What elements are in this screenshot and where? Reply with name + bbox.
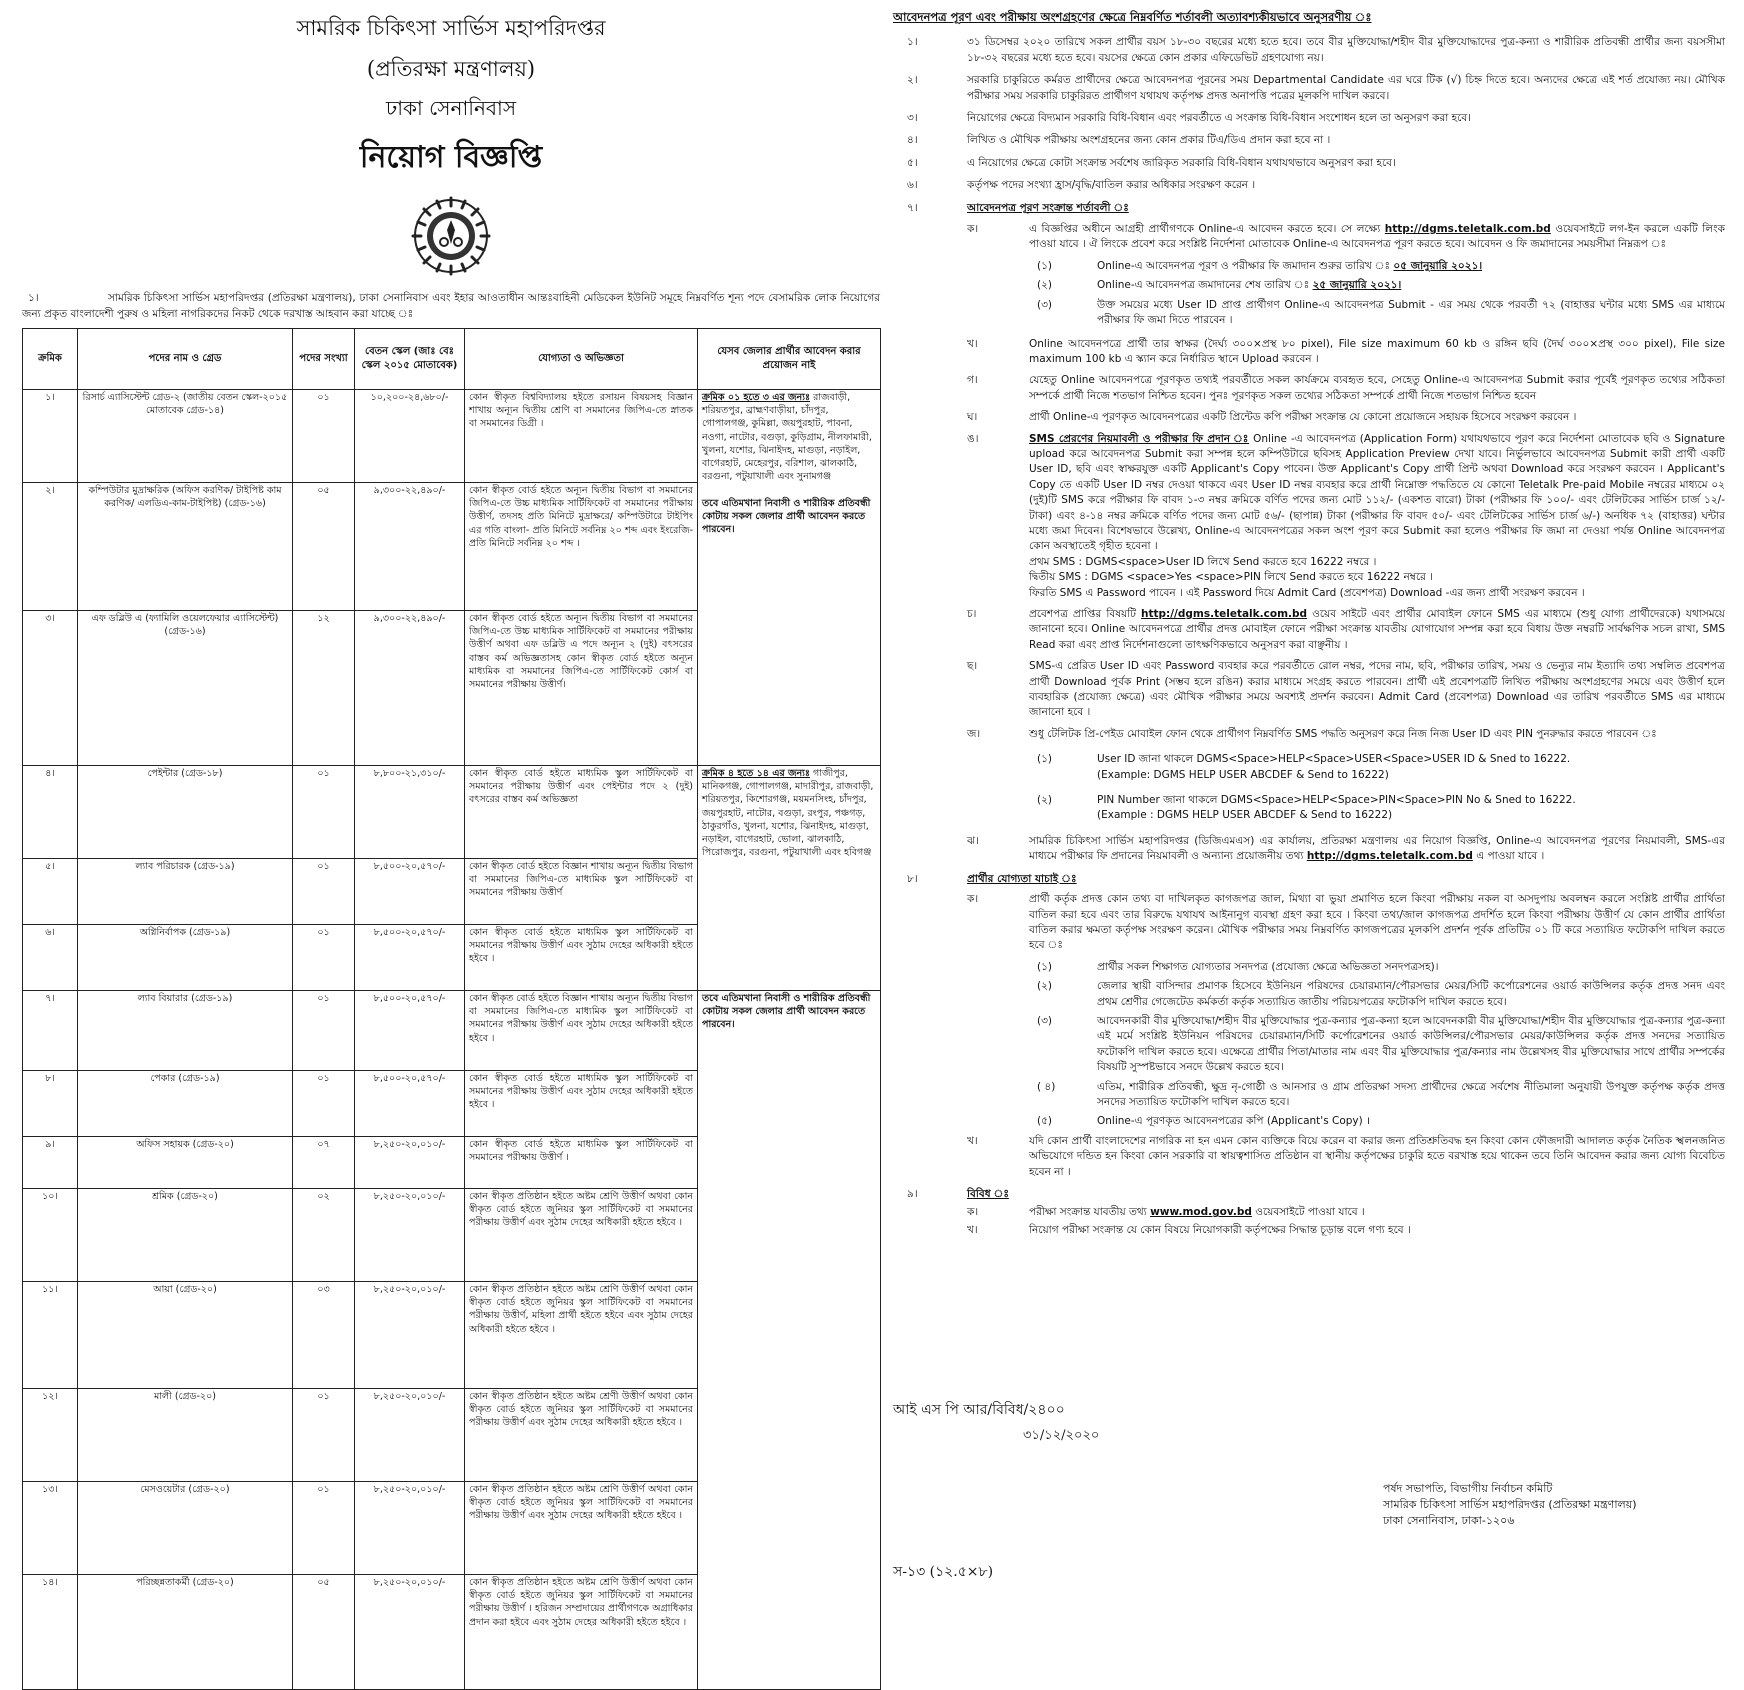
cell-sl: ১০। (23, 1189, 78, 1282)
cell-sl: ১৩। (23, 1482, 78, 1575)
cell-count: ০১ (293, 766, 355, 859)
signatory-address: ঢাকা সেনানিবাস, ঢাকা-১২০৬ (1383, 1514, 1515, 1527)
col-header-post: পদের নাম ও গ্রেড (78, 329, 293, 390)
condition-4 (893, 133, 1725, 148)
sub-number: ঘ। (967, 411, 978, 424)
cell-sl: ১১। (23, 1282, 78, 1389)
item-number: (১) (1037, 753, 1053, 766)
cell-sl: ৫। (23, 859, 78, 925)
item-text: Online-এ আবেদনপত্র জমাদানের শেষ তারিখ ঃ (1097, 279, 1310, 292)
sub-text: নিয়োগ পরীক্ষা সংক্রান্ত যে কোন বিষয়ে নিয়োগকারী কর্তৃপক্ষের সিদ্ধান্ত চূড়ান্ত বলে গণ্য হবে । (1029, 1223, 1411, 1236)
sub-text: শুধু টেলিটক প্রি-পেইড মোবাইল ফোন থেকে প্রার্থীগণ নিম্নবর্ণিত SMS পদ্ধতি অনুসরণ করে নিজ নিজ User ID এবং PIN পুনরুদ্ধার করতে পারবেন ঃ (1029, 727, 1657, 740)
cell-post: পরিচ্ছন্নতাকর্মী (গ্রেড-২০) (78, 1575, 293, 1690)
section-heading: প্রার্থীর যোগ্যতা যাচাই ঃ (967, 872, 1077, 885)
cell-qualification: কোন স্বীকৃত প্রতিষ্ঠান হইতে অষ্টম শ্রেণি উত্তীর্ণ অথবা কোন স্বীকৃত বোর্ড হইতে জুনিয়র স্কুল সার্টিফিকেট বা সমমানের পরীক্ষায় উত্তীর্ণ এবং সুঠাম দেহের অধিকারী হইতে হইবে । (465, 1482, 698, 1575)
section-heading: আবেদনপত্র পূরণ সংক্রান্ত শর্তাবলী ঃ (967, 201, 1129, 214)
document-item (967, 1114, 1725, 1129)
item-number: (২) (1037, 980, 1053, 993)
cell-post: পেইন্টার (গ্রেড-১৮) (78, 766, 293, 859)
sms-heading: SMS প্রেরণের নিয়মাবলী ও পরীক্ষার ফি প্রদান ঃ (1029, 432, 1250, 445)
table-row (23, 991, 881, 1071)
signature-block (1383, 1481, 1637, 1529)
sub-text: SMS-এ প্রেরিত User ID এবং Password ব্যবহার করে পরবর্তীতে রোল নম্বর, পদের নাম, ছবি, পরীক্ষার তারিখ, সময় ও ভেন্যুর নাম ইত্যাদি তথ্য সম্বলিত প্রবেশপত্র প্রার্থী Download পূর্বক Print (সম্ভব হলে রঙিন) করার মাধ্যমে সংগ্রহ করতে পারবেন। প্রার্থী এই প্রবেশপত্রটি লিখিত পরীক্ষায় অংশগ্রহণের সময়ে এবং উত্তীর্ণ হলে ব্যবহারিক (প্রযোজ্য ক্ষেত্রে) এবং মৌখিক পরীক্ষার সময়ে অবশ্যই প্রদর্শন করবেন। Admit Card (প্রবেশপত্র) Download এর তারিখ পরবর্তীতে SMS এর মাধ্যমে জানানো হবে । (1029, 660, 1725, 719)
sub-text: যেহেতু Online আবেদনপত্রে পূরণকৃত তথ্যই পরবর্তীতে সকল কার্যক্রমে ব্যবহৃত হবে, সেহেতু Online-এ আবেদনপত্র Submit করার পূর্বেই পূরণকৃত তথ্যের সঠিকতা সম্পর্কে প্রার্থী নিজে শতভাগ নিশ্চিত হবেন। পুনঃ পূরণকৃত সকল তথ্যের সঠিকতা সম্পর্কে প্রার্থী নিজে শতভাগ নিশ্চিত হবেন (1029, 374, 1725, 402)
cell-count: ০২ (293, 1189, 355, 1282)
cell-post: কম্পিউটার মুদ্রাক্ষরিক (অফিস করণিক/ টাইপিষ্ট কাম করণিক/ এলডিএ-কাম-টাইপিষ্ট) (গ্রেড-১৬) (78, 483, 293, 611)
sms-step-3: ফিরতি SMS এ Password পাবেন । এই Password দিয়ে Admit Card (প্রবেশপত্র) Download -এর জন্য প্রার্থী সংরক্ষণ করবেন । (1029, 586, 1585, 599)
cell-district-note-b (698, 991, 881, 1690)
website-link[interactable]: www.mod.gov.bd (1150, 1206, 1252, 1219)
cell-sl: ১। (23, 390, 78, 483)
condition-text: সরকারি চাকুরিতে কর্মরত প্রার্থীদের ক্ষেত্রে আবেদনপত্র পূরনের সময় Departmental Candidate এর ঘরে টিক (√) চিহ্ন দিতে হবে। অন্যদের ক্ষেত্রে এই শর্ত প্রযোজ্য নয়। মৌখিক পরীক্ষার সময় সরকারি চাকুরিরত প্রার্থীগণ যথাযথ কর্তৃপক্ষ প্রদত্ত অনাপত্তি পত্রের মূলকপি দাখিল করবে। (967, 74, 1725, 102)
section-heading: বিবিধ ঃ (967, 1188, 1009, 1200)
table-header-row (23, 329, 881, 390)
table-row (23, 766, 881, 859)
cell-scale: ৮,২৫০-২০,০১০/- (355, 1189, 465, 1282)
cell-qualification: কোন স্বীকৃত প্রতিষ্ঠান হইতে অষ্টম শ্রেণী উত্তীর্ণ অথবা কোন স্বীকৃত বোর্ড হইতে জুনিয়র স্কুল সার্টিফিকেট বা সমমানের পরীক্ষায় উত্তীর্ণ এবং সুঠাম দেহের অধিকারী হইতে হইবে । (465, 1389, 698, 1482)
document-item (967, 1014, 1725, 1076)
start-date: ০৫ জানুয়ারি ২০২১। (1393, 259, 1483, 272)
condition-2 (893, 73, 1725, 104)
cell-district-group-b (698, 766, 881, 991)
item-text: জেলার স্থায়ী বাসিন্দার প্রমাণক হিসেবে ইউনিয়ন পরিষদের চেয়ারম্যান/পৌরসভার মেয়র/সিটি কর্পোরেশনের ওয়ার্ড কাউন্সিলর কর্তৃক প্রদত্ত সনদ এবং প্রথম শ্রেণীর গেজেটেড কর্মকর্তা কর্তৃক সত্যায়িত জাতীয় পরিচয়পত্রের ফটোকপি দাখিল করতে হবে। (1097, 980, 1725, 1008)
sub-text: সামরিক চিকিৎসা সার্ভিস মহাপরিদপ্তর (ডিজিএমএস) এর কার্যালয়, প্রতিরক্ষা মন্ত্রণালয় এর নিয়োগ বিজ্ঞপ্তি, Online-এ আবেদনপত্র পূরণের নিয়মাবলী, SMS-এর মাধ্যমে পরীক্ষার ফি প্রদানের নিয়মাবলী ও অন্যান্য প্রয়োজনীয় তথ্য (1029, 834, 1725, 863)
item-text: Online-এ আবেদনপত্র পূরণ ও পরীক্ষার ফি জমাদান শুরুর তারিখ ঃ (1097, 259, 1391, 272)
signatory-title: পর্ষদ সভাপতি, বিভাগীয় নির্বাচন কমিটি (1383, 1482, 1553, 1495)
website-link[interactable]: http://dgms.teletalk.com.bd (1306, 850, 1473, 863)
condition-number: ১। (907, 36, 918, 49)
sub-ja (967, 727, 1725, 742)
cell-sl: ১৪। (23, 1575, 78, 1690)
cell-count: ০৭ (293, 1137, 355, 1189)
intro-text: সামরিক চিকিৎসা সার্ভিস মহাপরিদপ্তর (প্রতিরক্ষা মন্ত্রণালয়), ঢাকা সেনানিবাস এবং ইহার আওতাধীন আন্তঃবাহিনী মেডিকেল ইউনিট সমূহে নিম্নবর্ণিত শূন্য পদে বেসামরিক লোক নিয়োগের জন্য প্রকৃত বাংলাদেশী পুরুষ ও মহিলা নাগরিকদের নিকট থেকে দরখাস্ত আহবান করা যাচ্ছে ঃ (22, 292, 880, 320)
sub-number: ক। (967, 893, 979, 906)
sub-uo (967, 432, 1725, 601)
sub-ga (967, 373, 1725, 404)
left-column (22, 10, 880, 1628)
condition-3 (893, 111, 1725, 126)
sub-text: এ পাওয়া যাবে । (1476, 850, 1545, 863)
item-text: User ID জানা থাকলে DGMS<Space>HELP<Space>USER<Space>USER ID & Sned to 16222. (1097, 753, 1571, 766)
date-item (967, 278, 1725, 293)
item-example: (Example : DGMS HELP USER ABCDEF & Send to 16222) (1097, 809, 1393, 822)
cell-scale: ৮,৫০০-২০,৫৭০/- (355, 859, 465, 925)
sub-text: প্রার্থী Online-এ পূরণকৃত আবেদনপত্রের একটি প্রিন্টেড কপি পরীক্ষা সংক্রান্ত যে কোনো প্রয়োজনে সহায়ক হিসেবে সংরক্ষণ করবেন । (1029, 411, 1577, 424)
sub-text: প্রার্থী কর্তৃক প্রদত্ত কোন তথ্য বা দাখিলকৃত কাগজপত্র জাল, মিথ্যা বা ভুয়া প্রমাণিত হলে কিংবা পরীক্ষায় নকল বা অসদুপায় অবলম্বন করলে সংশ্লিষ্ট প্রার্থীর প্রার্থিতা বাতিল করা হবে এবং তার বিরুদ্ধে যথাযথ আইনানুগ ব্যবস্থা গ্রহণ করা হবে । কিংবা তথ্য/জাল কাগজপত্র প্রদর্শিত হলে কিংবা পরীক্ষায় উত্তীর্ণ যে কোন প্রার্থীর প্রার্থিতা বাতিল করার ক্ষমতা কর্তৃপক্ষ সংরক্ষণ করেন। মৌখিক পরীক্ষার সময় নিম্নবর্ণিত কাগজপত্রের মূলকপি প্রদর্শন পূর্বক প্রতিটির ০১ টি করে সত্যায়িত ফটোকপি দাখিল করতে হবে ঃ (1029, 893, 1725, 952)
website-link[interactable]: http://dgms.teletalk.com.bd (1140, 608, 1308, 620)
item-text: প্রার্থীর সকল শিক্ষাগত যোগ্যতার সনদপত্র (প্রযোজ্য ক্ষেত্রে অভিজ্ঞতা সনদপত্রসহ)। (1097, 960, 1439, 973)
sub-number: চ। (967, 608, 977, 620)
condition-number: ৫। (907, 156, 918, 169)
condition-8 (893, 872, 1725, 1180)
cell-count: ১২ (293, 611, 355, 766)
vacancy-table (22, 328, 881, 1690)
item-number: (২) (1037, 279, 1053, 292)
cell-post: শ্রমিক (গ্রেড-২০) (78, 1189, 293, 1282)
sub-text: ওয়েব সাইটে এবং প্রার্থীর মোবাইল ফোনে SMS এর মাধ্যমে (শুধু যোগ্য প্রার্থীদেরকে) যথাসময়ে জানানো হবে। Online আবেদনপত্রে প্রার্থীর প্রদত্ত মোবাইল ফোনে পরীক্ষা সংক্রান্ত যাবতীয় যোগাযোগ সম্পন্ন করা হবে বিধায় উক্ত নম্বরটি সার্বক্ষণিক সচল রাখা, SMS Read করা এবং প্রাপ্ত নির্দেশনাগুলো তাৎক্ষণিকভাবে অনুসরণ করা বাঞ্ছনীয় । (1029, 608, 1725, 651)
cell-count: ০৩ (293, 1282, 355, 1389)
cell-sl: ৪। (23, 766, 78, 859)
col-header-qualification: যোগ্যতা ও অভিজ্ঞতা (465, 329, 698, 390)
cell-qualification: কোন স্বীকৃত প্রতিষ্ঠান হইতে অষ্টম শ্রেণি উত্তীর্ণ অথবা কোন স্বীকৃত বোর্ড হইতে জুনিয়র স্কুল সার্টিফিকেট বা সমমানের পরীক্ষায় উত্তীর্ণ । হরিজন সম্প্রদায়ের প্রার্থীগণকে অগ্রাধিকার প্রদান করা হইবে এবং সুঠাম দেহের অধিকারী হইতে হইবে । (465, 1575, 698, 1690)
cell-scale: ৯,৩০০-২২,৪৯০/- (355, 611, 465, 766)
cell-count: ০১ (293, 991, 355, 1071)
col-header-count: পদের সংখ্যা (293, 329, 355, 390)
end-date: ২৫ জানুয়ারি ২০২১। (1312, 279, 1402, 292)
sub-text: ওয়েবসাইটে লগ-ইন করলে একটি লিংক পাওয়া যাবে । ঐ লিংকে প্রবেশ করে সংশ্লিষ্ট নির্দেশনা মোতাবেক Online-এ আবেদনপত্র পূরণ করতে হবে। আবেদন ও ফি জমাদানের সময়সীমা নিম্নরূপ ঃ (1029, 223, 1725, 251)
cell-scale: ৮,৫০০-২০,৫৭০/- (355, 991, 465, 1071)
intro-number: ১। (28, 292, 39, 304)
cell-sl: ২। (23, 483, 78, 611)
sub-text: Online -এ আবেদনপত্র (Application Form) যথাযথভাবে পূরণ করে নির্দেশনা মোতাবেক ছবি ও Signature upload করে আবেদনপত্র Submit করা সম্পন্ন হলে কম্পিউটারে ছবিসহ Application Preview দেখা যাবে। নির্ভুলভাবে আবেদনপত্র Submit কারী প্রার্থী একটি User ID, ছবি এবং স্বাক্ষরযুক্ত একটি Applicant's Copy পাবেন। উক্ত Applicant's Copy প্রার্থী প্রিন্ট অথবা Download করে সংরক্ষণ করবেন । Applicant's Copy তে একটি User ID নম্বর দেওয়া থাকবে এবং User ID নম্বর ব্যবহার করে প্রার্থী নিম্নোক্ত পদ্ধতিতে যে কোনো Teletalk Pre-paid Mobile নম্বরের মাধ্যমে ০২ (দুই)টি SMS করে পরীক্ষার ফি বাবদ ১-৩ নম্বর ক্রমিকে বর্ণিত পদের জন্য মোট ১১২/- (একশত বারো) টাকা (পরীক্ষার ফি ১০০/- এবং টেলিটকের সার্ভিস চার্জ ১২/- টাকা) এবং ৪-১৪ নম্বর ক্রমিকে বর্ণিত পদের জন্য মোট ৫৬/- (ছাপান্ন) টাকা (পরীক্ষার ফি বাবদ ৫০/- এবং টেলিটকের সার্ভিস চার্জ ৬/-) অনধিক ৭২ (বাহাত্তর) ঘন্টার মধ্যে জমা দিবেন। বিশেষভাবে উল্লেখ্য, Online-এ আবেদনপত্রের সকল অংশ পূরণ করে Submit করা হলেও পরীক্ষার ফি জমা না দেওয়া পর্যন্ত Online আবেদনপত্র কোন অবস্থাতেই গৃহীত হবেনা । (1029, 432, 1725, 553)
date-item (967, 298, 1725, 329)
cell-qualification: কোন স্বীকৃত প্রতিষ্ঠান হইতে অষ্টম শ্রেণি উত্তীর্ণ অথবা কোন স্বীকৃত বোর্ড হইতে জুনিয়র স্কুল সার্টিফিকেট বা সমমানের পরীক্ষায় উত্তীর্ণ এবং সুঠাম দেহের অধিকারী হইতে হইবে । (465, 1189, 698, 1282)
item-text: এতিম, শারীরিক প্রতিবন্ধী, ক্ষুদ্র নৃ-গোষ্ঠী ও আনসার ও গ্রাম প্রতিরক্ষা সদস্য প্রার্থীদের ক্ষেত্রে সর্বশেষ নীতিমালা অনুযায়ী উপযুক্ত কর্তৃপক্ষ কর্তৃক প্রদত্ত সনদের সত্যায়িত ফটোকপি দাখিল করতে হবে। (1097, 1080, 1725, 1108)
sub-number: খ। (967, 337, 978, 350)
sub-text: Online আবেদনপত্রে প্রার্থী তার স্বাক্ষর (দৈর্ঘ্য ৩০০×প্রস্থ ৮০ pixel), File size maximum 60 kb ও রঙ্গিন ছবি (দৈর্ঘ ৩০০×প্রস্থ ৩০০ pixel), File size maximum 100 kb এ স্ক্যান করে নির্ধারিত স্থানে Upload করবেন । (1029, 337, 1725, 365)
cell-qualification: কোন স্বীকৃত বোর্ড হইতে বিজ্ঞান শাখায় অন্যূন দ্বিতীয় বিভাগ বা সমমানের জিপিএ-তে মাধ্যমিক স্কুল সার্টিফিকেট বা সমমানের পরীক্ষায় উত্তীর্ণ এবং সুঠাম দেহের অধিকারী হইতে হইবে । (465, 991, 698, 1071)
cell-qualification: কোন স্বীকৃত বোর্ড হইতে মাধ্যমিক স্কুল সার্টিফিকেট বা সমমানের পরীক্ষায় উত্তীর্ণ এবং সুঠাম দেহের অধিকারী হইতে হইবে । (465, 1071, 698, 1137)
cell-post: ল্যাব পরিচারক (গ্রেড-১৯) (78, 859, 293, 925)
cell-post: রিসার্চ এ্যাসিস্টেন্ট গ্রেড-২ (জাতীয় বেতন স্কেল-২০১৫ মোতাবেক গ্রেড-১৪) (78, 390, 293, 483)
right-column (893, 10, 1725, 1585)
col-header-sl: ক্রমিক (23, 329, 78, 390)
condition-text: কর্তৃপক্ষ পদের সংখ্যা হ্রাস/বৃদ্ধি/বাতিল করার অধিকার সংরক্ষণ করেন । (967, 179, 1256, 192)
sub-e-ka (967, 892, 1725, 954)
district-b-note: তবে এতিমখানা নিবাসী ও শারীরিক প্রতিবন্ধী কোটায় সকল জেলার প্রার্থী আবেদন করতে পারবেন। (702, 993, 871, 1031)
item-number: (৫) (1037, 1115, 1053, 1128)
cell-post: এফ ডব্লিউ এ (ফ্যামিলি ওয়েলফেয়ার এ্যাসিস্টেন্ট) (গ্রেড-১৬) (78, 611, 293, 766)
intro-paragraph (22, 290, 880, 322)
condition-number: ২। (907, 74, 918, 87)
item-number: (১) (1037, 259, 1053, 272)
condition-number: ৭। (907, 201, 918, 214)
sub-text: যদি কোন প্রার্থী বাংলাদেশের নাগরিক না হন এমন কোন ব্যক্তিকে বিয়ে করেন বা করার জন্য প্রতিশ্রুতিবদ্ধ হন কিংবা কোন ফৌজদারী আদালত কর্তৃক নৈতিক স্খলনজনিত অভিযোগে দন্ডিত হন কিংবা কোন সরকারি বা স্বায়ত্বশাসিত প্রতিষ্ঠান বা স্থানীয় কর্তৃপক্ষের চাকুরি হতে বরখাস্ত হয়ে থাকেন তবে তিনি আবেদন করার জন্য যোগ্য বিবেচিত হবেন না । (1029, 1134, 1725, 1178)
website-link[interactable]: http://dgms.teletalk.com.bd (1384, 223, 1551, 236)
sub-kha (967, 337, 1725, 368)
sub-number: ঙ। (967, 432, 979, 445)
cell-count: ০১ (293, 390, 355, 483)
cell-sl: ৮। (23, 1071, 78, 1137)
item-number: (১) (1037, 960, 1053, 973)
sub-number: ক। (967, 223, 979, 236)
condition-text: এ নিয়োগের ক্ষেত্রে কোটা সংক্রান্ত সর্বশেষ জারিকৃত সরকারি বিধি-বিধান যথাযথভাবে অনুসরণ করা হবে। (967, 156, 1396, 169)
signatory-office: সামরিক চিকিৎসা সার্ভিস মহাপরিদপ্তর (প্রতিরক্ষা মন্ত্রণালয়) (1383, 1498, 1637, 1511)
cell-qualification: কোন স্বীকৃত বোর্ড হইতে মাধ্যমিক স্কুল সার্টিফিকেট বা সমমানের পরীক্ষায় উত্তীর্ণ । (465, 1137, 698, 1189)
cell-sl: ৯। (23, 1137, 78, 1189)
cell-qualification: কোন স্বীকৃত বিশ্ববিদ্যালয় হইতে রসায়ন বিষয়সহ বিজ্ঞান শাখায় অন্যূন দ্বিতীয় শ্রেণি বা সমমানের জিপিএ-তে স্নাতক বা সমমানের ডিগ্রী । (465, 390, 698, 483)
cell-scale: ৮,২৫০-২০,০১০/- (355, 1282, 465, 1389)
sub-number: খ। (967, 1223, 978, 1236)
cell-count: ০১ (293, 1482, 355, 1575)
cell-post: ল্যাব বিয়ারার (গ্রেড-১৯) (78, 991, 293, 1071)
sub-number: গ। (967, 374, 978, 387)
item-example: (Example: DGMS HELP USER ABCDEF & Send to 16222) (1097, 768, 1389, 781)
sub-number: ঝ। (967, 834, 979, 847)
district-b-title: ক্রমিক ৪ হতে ১৪ এর জন্যঃ (702, 768, 810, 779)
item-number: ( ৪) (1037, 1080, 1056, 1093)
item-text: উক্ত সময়ের মধ্যে User ID প্রাপ্ত প্রার্থীগণ Online-এ আবেদনপত্র Submit - এর সময় থেকে পরবর্তী ৭২ (বাহাত্তর ঘন্টার মধ্যে SMS এর মাধ্যমে পরীক্ষার ফি জমা দিতে পারবেন । (1097, 298, 1725, 327)
page-title: নিয়োগ বিজ্ঞপ্তি (359, 140, 543, 175)
sub-text: প্রবেশপত্র প্রাপ্তির বিষয়টি (1029, 608, 1136, 620)
org-name: সামরিক চিকিৎসা সার্ভিস মহাপরিদপ্তর (296, 16, 606, 40)
cell-count: ০৫ (293, 1575, 355, 1690)
cell-scale: ৮,২৫০-২০,০১০/- (355, 1389, 465, 1482)
condition-text: ৩১ ডিসেম্বর ২০২০ তারিখে সকল প্রার্থীর বয়স ১৮-৩০ বছরের মধ্যে হতে হবে। তবে বীর মুক্তিযোদ্ধা/শহীদ বীর মুক্তিযোদ্ধাদের পুত্র-কন্যা ও শারীরিক প্রতিবন্ধী প্রার্থীর জন্য বয়সসীমা ১৮-৩২ বছরের মধ্যে হতে হবে। বয়সের ক্ষেত্রে কোন প্রকার এফিডেভিট গ্রহণযোগ্য নয়। (967, 36, 1725, 64)
cell-count: ০১ (293, 1071, 355, 1137)
date-item (967, 259, 1725, 274)
sub-text: পরীক্ষা সংক্রান্ত যাবতীয় তথ্য (1029, 1206, 1147, 1219)
sub-number: খ। (967, 1134, 978, 1147)
condition-number: ৮। (907, 872, 918, 885)
cell-post: মালী (গ্রেড-২০) (78, 1389, 293, 1482)
reference-number: আই এস পি আর/বিবিধ/২৪০০ (893, 1402, 1065, 1418)
district-a-title: ক্রমিক ০১ হতে ৩ এর জন্যঃ (702, 392, 811, 403)
cell-scale: ৮,২৫০-২০,০১০/- (355, 1137, 465, 1189)
sub-number: ক। (967, 1206, 979, 1219)
cell-count: ০১ (293, 1389, 355, 1482)
condition-number: ৪। (907, 134, 918, 147)
cell-post: অগ্নিনির্বাপক (গ্রেড-১৯) (78, 925, 293, 991)
sub-text: এ বিজ্ঞপ্তির অধীনে আগ্রহী প্রার্থীগণকে Online-এ আবেদন করতে হবে। সে লক্ষ্যে (1029, 223, 1381, 236)
cell-sl: ১২। (23, 1389, 78, 1482)
condition-1 (893, 35, 1725, 66)
col-header-scale: বেতন স্কেল (জাঃ বেঃ স্কেল ২০১৫ মোতাবেক) (355, 329, 465, 390)
ministry-name: (প্রতিরক্ষা মন্ত্রণালয়) (366, 57, 536, 81)
district-b-list: গাজীপুর, মানিকগঞ্জ, গোপালগঞ্জ, মাদারীপুর, রাজবাড়ী, শরিয়তপুর, কিশোরগঞ্জ, ময়মনসিংহ, চাঁদপুর, জয়পুরহাট, নাটোর, বগুড়া, রংপুর, পঞ্চগড়, ঠাকুরগাঁও, খুলনা, যশোর, ঝিনাইদহ, মাগুড়া, নড়াইল, বাগেরহাট, ভোলা, ঝালকাঠি, পিরোজপুর, বরগুনা, পটুয়াখালী এবং হবিগঞ্জ (702, 768, 874, 859)
cell-count: ০১ (293, 859, 355, 925)
district-a-note: তবে এতিমখানা নিবাসী ও শারীরিক প্রতিবন্ধী কোটায় সকল জেলার প্রার্থী আবেদন করতে পারবেন। (702, 497, 871, 536)
cell-post: আয়া (গ্রেড-২০) (78, 1282, 293, 1389)
col-header-district: যেসব জেলার প্রার্থীর আবেদন করার প্রয়োজন নাই (698, 329, 881, 390)
cell-scale: ৮,৮০০-২১,৩১০/- (355, 766, 465, 859)
sub-text: ওয়েবসাইটে পাওয়া যাবে । (1255, 1206, 1365, 1219)
cell-scale: ৮,২৫০-২০,০১০/- (355, 1575, 465, 1690)
cell-sl: ৭। (23, 991, 78, 1071)
sub-gha (967, 410, 1725, 425)
cell-count: ০৫ (293, 483, 355, 611)
cell-qualification: কোন স্বীকৃত বোর্ড হইতে মাধ্যমিক স্কুল সার্টিফিকেট বা সমমানের পরীক্ষায় উত্তীর্ণ এবং পেইন্টার পদে ২ (দুই) বৎসরের বাস্তব কর্ম অভিজ্ঞতা (465, 766, 698, 859)
item-number: (৩) (1037, 1014, 1053, 1027)
cell-qualification: কোন স্বীকৃত বোর্ড হইতে অন্যূন দ্বিতীয় বিভাগ বা সমমানের জিপিএ-তে উচ্চ মাধ্যমিক সার্টিফিকেট বা সমমানের পরীক্ষায় উত্তীর্ণ অথবা এফ ডব্লিউ এ পদে অন্যূন ২ (দুই) বৎসরের বাস্তব কর্ম অভিজ্ঞতাসহ কোন স্বীকৃত বোর্ড হইতে অন্যূন মাধ্যমিক বা সমমানের জিপিএ-তে সার্টিফিকেট কোর্স বা সমমানের পরীক্ষায় উত্তীর্ণ। (465, 611, 698, 766)
item-number: (২) (1037, 794, 1053, 807)
condition-number: ৩। (907, 112, 918, 125)
condition-number: ৯। (907, 1188, 918, 1200)
cell-qualification: কোন স্বীকৃত বোর্ড হইতে মাধ্যমিক স্কুল সার্টিফিকেট বা সমমানের পরীক্ষায় উত্তীর্ণ এবং সুঠাম দেহের অধিকারী হইতে হইবে । (465, 925, 698, 991)
sub-e-kha (967, 1134, 1725, 1180)
document-item (967, 979, 1725, 1010)
condition-text: লিখিত ও মৌখিক পরীক্ষায় অংশগ্রহনের জন্য কোন প্রকার টিএ/ডিএ প্রদান করা হবে না । (967, 134, 1331, 147)
print-code: স-১৩ (১২.৫×৮) (893, 1564, 994, 1580)
sub-ca (967, 607, 1725, 653)
sub-cha (967, 659, 1725, 721)
recovery-item (967, 793, 1725, 824)
sub-m-kha (967, 1223, 1725, 1238)
cell-district-group-a (698, 390, 881, 766)
document-item (967, 1080, 1725, 1111)
item-text: Online-এ পূরণকৃত আবেদনপত্রের কপি (Applicant's Copy) । (1097, 1115, 1371, 1128)
sub-ka (967, 222, 1725, 253)
cell-qualification: কোন স্বীকৃত প্রতিষ্ঠান হইতে অষ্টম শ্রেণি উত্তীর্ণ অথবা কোন স্বীকৃত বোর্ড হইতে জুনিয়র স্কুল সার্টিফিকেট বা সমমানের পরীক্ষায় উত্তীর্ণ, মহিলা প্রার্থী হইতে হইবে এবং সুঠাম দেহের অধিকারী হইতে হইবে । (465, 1282, 698, 1389)
condition-text: নিয়োগের ক্ষেত্রে বিদ্যমান সরকারি বিধি-বিধান এবং পরবর্তীতে এ সংক্রান্ত বিধি-বিধান সংশোধন হলে তা অনুসরণ করা হবে। (967, 112, 1472, 125)
sub-m-ka (967, 1205, 1725, 1220)
item-text: PIN Number জানা থাকলে DGMS<Space>HELP<Space>PIN<Space>PIN No & Sned to 16222. (1097, 794, 1576, 807)
issue-date: ৩১/১২/২০২০ (1023, 1428, 1100, 1443)
cell-sl: ৩। (23, 611, 78, 766)
cell-scale: ৯,৩০০-২২,৪৯০/- (355, 483, 465, 611)
conditions-title: আবেদনপত্র পূরণ এবং পরীক্ষায় অংশগ্রহণের ক্ষেত্রে নিম্নবর্ণিত শর্তাবলী অত্যাবশ্যকীয়ভাবে অনুসরণীয় ঃ (893, 10, 1372, 24)
cell-qualification: কোন স্বীকৃত বোর্ড হইতে অন্যূন দ্বিতীয় বিভাগ বা সমমানের জিপিএ-তে উচ্চ মাধ্যমিক সার্টিফিকেট বা সমমানের পরীক্ষায় উত্তীর্ণ, তদসহ প্রতি মিনিটে মুদ্রাক্ষরে/ কম্পিউটারে টাইপিং এর গতি বাংলা- প্রতি মিনিটে সর্বনিম্ন ২০ শব্দ এবং ইংরেজি- প্রতি মিনিটে সর্বনিম্ন ২০ শব্দ । (465, 483, 698, 611)
sub-number: ছ। (967, 660, 978, 673)
cell-post: অফিস সহায়ক (গ্রেড-২০) (78, 1137, 293, 1189)
condition-5 (893, 156, 1725, 171)
condition-6 (893, 178, 1725, 193)
cell-qualification: কোন স্বীকৃত বোর্ড হইতে বিজ্ঞান শাখায় অন্যূন দ্বিতীয় বিভাগ বা সমমানের জিপিএ-তে মাধ্যমিক স্কুল সার্টিফিকেট বা সমমানের পরীক্ষায় উত্তীর্ণ (465, 859, 698, 925)
table-row (23, 390, 881, 483)
cell-scale: ১০,২০০-২৪,৬৮০/- (355, 390, 465, 483)
document-item (967, 960, 1725, 975)
condition-number: ৬। (907, 179, 918, 192)
emblem-icon (409, 192, 493, 276)
cell-scale: ৮,২৫০-২০,০১০/- (355, 1482, 465, 1575)
condition-7 (893, 201, 1725, 865)
item-number: (৩) (1037, 298, 1053, 311)
district-a-list: রাজবাড়ী, শরিয়তপুর, ব্রাহ্মণবাড়ীয়া, চাঁদপুর, গোপালগঞ্জ, কুমিল্লা, জয়পুরহাট, পাবনা, নওগা, নাটোর, বগুড়া, কুড়িগ্রাম, নীলফামারী, খুলনা, যশোর, ঝিনাইদহ, মাগুড়া, নড়াইল, বাগেরহাট, মেহেরপুর, বরিশাল, ঝালকাঠি, বরগুনা, পটুয়াখালী এবং সুনামগঞ্জ (702, 392, 872, 483)
item-text: আবেদনকারী বীর মুক্তিযোদ্ধা/শহীদ বীর মুক্তিযোদ্ধার পুত্র-কন্যার পুত্র-কন্যা হলে আবেদনকারী বীর মুক্তিযোদ্ধা/শহীদ বীর মুক্তিযোদ্ধার পুত্র-কন্যার পুত্র-কন্যা এই মর্মে সংশ্লিষ্ট ইউনিয়ন পরিষদের চেয়ারম্যান/সিটি কর্পোরেশনের ওয়ার্ড কাউন্সিলর/পৌরসভার মেয়র/কাউন্সিলর কর্তৃক প্রদত্ত সনদের সত্যায়িত ফটোকপি দাখিল করতে হবে। এক্ষেত্রে প্রার্থীর পিতা/মাতার নাম এবং বীর মুক্তিযোদ্ধার পুত্র/কন্যার নাম উল্লেখসহ বীর মুক্তিযোদ্ধার সাথে প্রার্থীর সম্পর্কের বিষয়টি সুস্পষ্টভাবে সনদে উল্লেখ করতে হবে। (1097, 1014, 1725, 1074)
sms-step-1: প্রথম SMS : DGMS<space>User ID লিখে Send করতে হবে 16222 নম্বরে । (1029, 555, 1377, 568)
cell-scale: ৮,৫০০-২০,৫৭০/- (355, 1071, 465, 1137)
cell-scale: ৮,৫০০-২০,৫৭০/- (355, 925, 465, 991)
cell-post: পেকার (গ্রেড-১৯) (78, 1071, 293, 1137)
sub-number: জ। (967, 727, 981, 740)
recovery-item (967, 752, 1725, 783)
condition-9 (893, 1187, 1725, 1238)
cell-post: মেসওয়েটার (গ্রেড-২০) (78, 1482, 293, 1575)
sub-jha (967, 834, 1725, 865)
cell-count: ০১ (293, 925, 355, 991)
place-name: ঢাকা সেনানিবাস (385, 96, 517, 120)
cell-sl: ৬। (23, 925, 78, 991)
sms-step-2: দ্বিতীয় SMS : DGMS <space>Yes <space>PIN লিখে Send করতে হবে 16222 নম্বরে । (1029, 571, 1434, 584)
